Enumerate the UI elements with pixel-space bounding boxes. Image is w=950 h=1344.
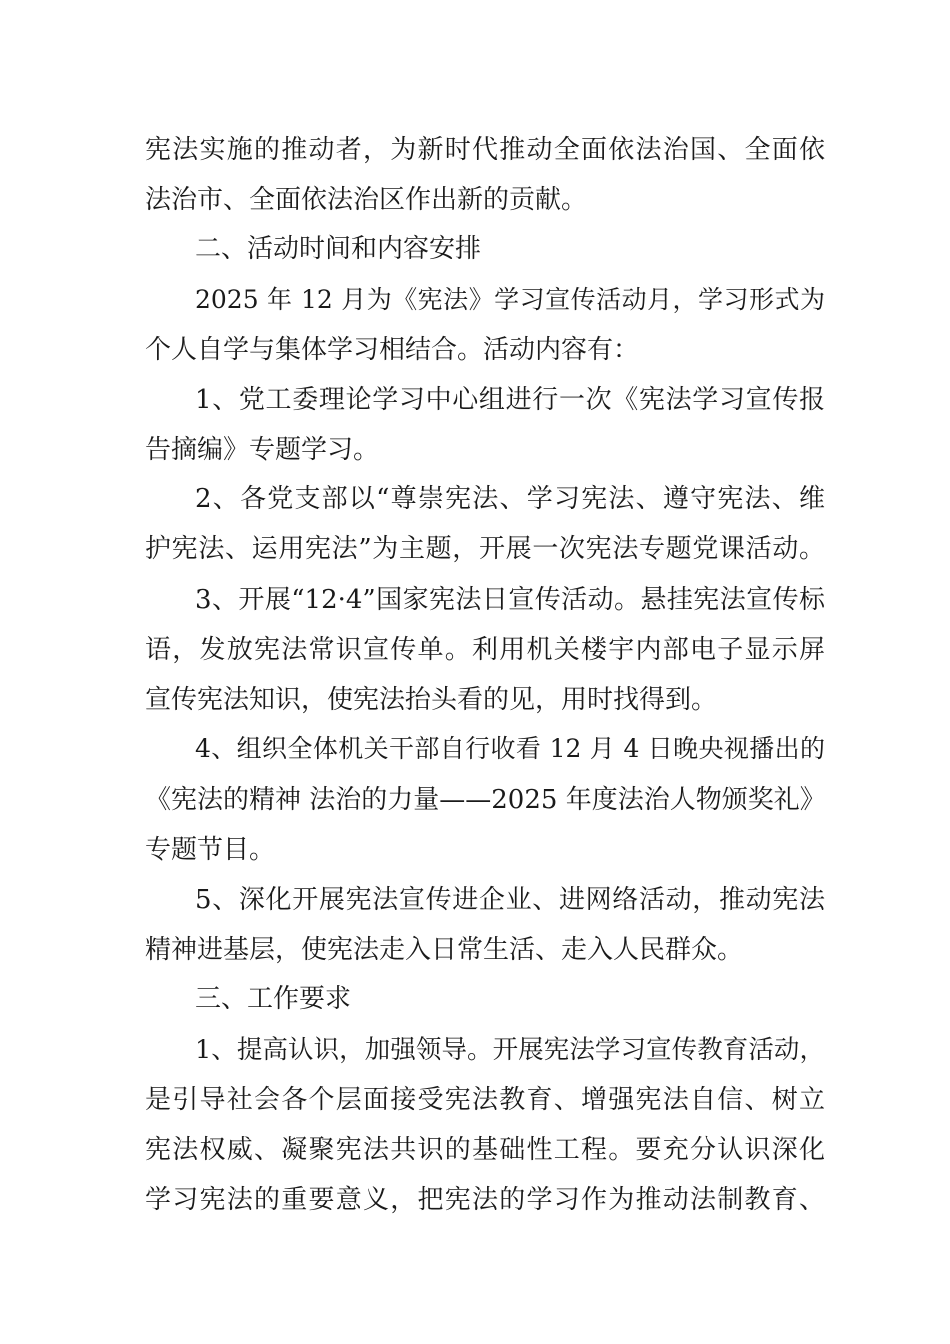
text-line-2: 法治市、全面依法治区作出新的贡献。 [145,185,588,215]
text-line-1: 宪法实施的推动者，为新时代推动全面依法治国、全面依 [145,135,825,165]
text-line-12: 宣传宪法知识，使宪法抬头看的见，用时找得到。 [145,685,718,715]
text-line-20: 是引导社会各个层面接受宪法教育、增强宪法自信、树立 [145,1085,825,1115]
text-line-17: 精神进基层，使宪法走入日常生活、走入人民群众。 [145,935,744,965]
section-heading-3: 三、工作要求 [195,984,352,1014]
text-line-22: 学习宪法的重要意义，把宪法的学习作为推动法制教育、 [145,1185,825,1215]
text-line-14: 《宪法的精神 法治的力量——2025 年度法治人物颁奖礼》 [145,785,826,815]
text-line-11: 语，发放宪法常识宣传单。利用机关楼宇内部电子显示屏 [145,635,825,665]
text-line-9: 护宪法、运用宪法”为主题，开展一次宪法专题党课活动。 [145,534,825,564]
text-line-8: 2、各党支部以“尊崇宪法、学习宪法、遵守宪法、维 [195,484,825,514]
text-line-15: 专题节目。 [145,835,276,865]
text-line-6: 1、党工委理论学习中心组进行一次《宪法学习宣传报 [195,385,825,415]
text-line-21: 宪法权威、凝聚宪法共识的基础性工程。要充分认识深化 [145,1135,825,1165]
text-line-7: 告摘编》专题学习。 [145,435,380,465]
text-line-19: 1、提高认识，加强领导。开展宪法学习宣传教育活动， [195,1035,825,1065]
text-line-13: 4、组织全体机关干部自行收看 12 月 4 日晚央视播出的 [195,734,825,763]
text-line-10: 3、开展“12·4”国家宪法日宣传活动。悬挂宪法宣传标 [195,585,825,615]
section-heading-2: 二、活动时间和内容安排 [195,234,482,264]
text-line-5: 个人自学与集体学习相结合。活动内容有： [145,335,640,365]
text-line-16: 5、深化开展宪法宣传进企业、进网络活动，推动宪法 [195,885,825,915]
text-line-4: 2025 年 12 月为《宪法》学习宣传活动月，学习形式为 [195,285,825,314]
